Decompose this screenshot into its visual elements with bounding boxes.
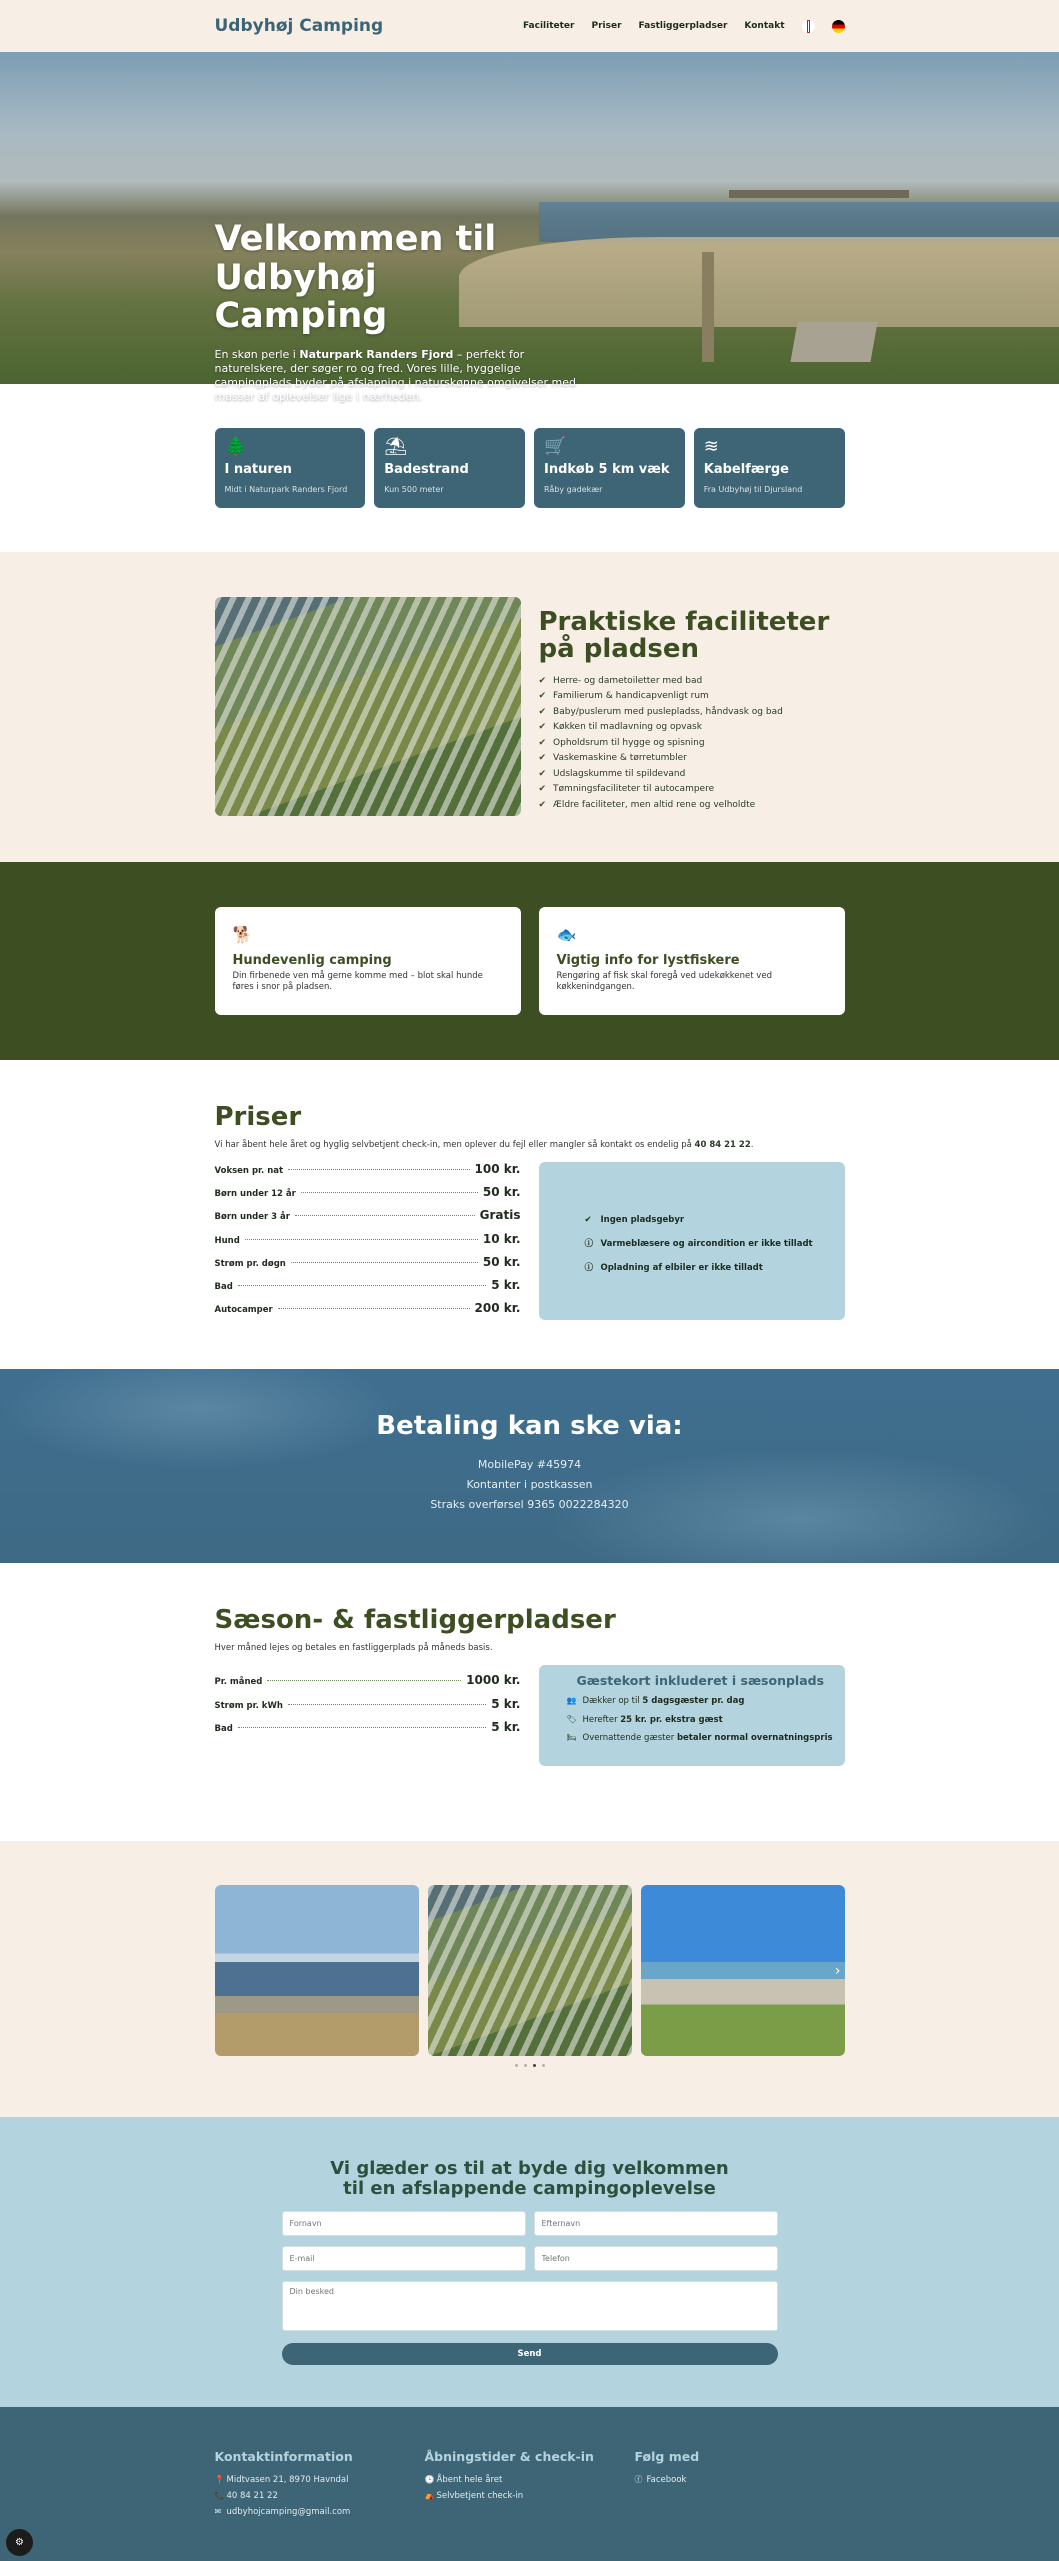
footer-email[interactable]: ✉ udbyhojcamping@gmail.com — [215, 2504, 425, 2520]
phone-icon: 📞 — [214, 2491, 225, 2500]
nav-kontakt[interactable]: Kontakt — [744, 21, 785, 31]
users-icon: 👥 — [566, 1696, 577, 1705]
email-input[interactable] — [282, 2246, 526, 2271]
footer-hours — [425, 2449, 635, 2520]
price-note: ⓘ Varmeblæsere og aircondition er ikke tilladt — [585, 1232, 845, 1256]
price-note: ⓘ Opladning af elbiler er ikke tilladt — [585, 1256, 845, 1280]
feature-card-nature — [215, 428, 366, 508]
facility-item: ✔ Familierum & handicapvenligt rum — [539, 689, 845, 705]
price-row: Voksen pr. nat 100 kr. — [214, 1162, 521, 1176]
feature-sub: Råby gadekær — [544, 485, 603, 494]
de-flag-icon[interactable] — [832, 20, 845, 33]
card-text: Rengøring af fisk skal foregå ved udekøkkenet ved køkkenindgangen. — [556, 971, 772, 992]
phone-input[interactable] — [534, 2246, 778, 2271]
footer-heading: Følg med — [634, 2449, 700, 2464]
price-row: Autocamper 200 kr. — [214, 1301, 521, 1316]
facility-item: ✔ Vaskemaskine & tørretumbler — [539, 751, 845, 767]
contact-section — [0, 2117, 1059, 2407]
payment-method: Straks overførsel 9365 0022284320 — [430, 1498, 629, 1511]
season-title: Sæson- & fastliggerpladser — [214, 1605, 616, 1635]
facility-item: ✔ Opholdsrum til hygge og spisning — [539, 736, 845, 752]
feature-card-shopping — [534, 428, 685, 508]
feature-title: Kabelfærge — [703, 462, 789, 477]
dog-icon: 🐕 — [232, 925, 253, 944]
guest-item: 🛏 Overnattende gæster betaler normal overnatningspris — [567, 1729, 845, 1748]
footer-social — [635, 2449, 845, 2520]
feature-title: I naturen — [224, 462, 292, 477]
card-title: Vigtig info for lystfiskere — [556, 953, 740, 968]
facebook-icon: ⓕ — [634, 2475, 643, 2484]
payment-method: MobilePay #45974 — [477, 1458, 582, 1471]
mail-icon: ✉ — [214, 2507, 222, 2516]
aerial-camp-photo — [428, 1885, 632, 2056]
main-nav — [523, 20, 845, 33]
facility-item: ✔ Ældre faciliteter, men altid rene og velholdte — [539, 798, 845, 814]
facilities-section — [0, 552, 1059, 862]
tag-icon: 🏷 — [566, 1714, 577, 1724]
carousel-dots — [215, 2064, 845, 2067]
hero-title: Velkommen til Udbyhøj Camping — [214, 219, 497, 336]
guest-item: 👥 Dækker op til 5 dagsgæster pr. dag — [567, 1692, 845, 1711]
price-list — [215, 1162, 521, 1324]
price-row: Bad 5 kr. — [214, 1720, 521, 1734]
uk-flag-icon[interactable] — [802, 20, 815, 33]
price-row: Strøm pr. døgn 50 kr. — [214, 1254, 521, 1269]
payment-method: Kontanter i postkassen — [466, 1478, 593, 1491]
info-icon: ⓘ — [584, 1239, 594, 1249]
footer-checkin: ⛺ Selvbetjent check-in — [425, 2488, 635, 2504]
guest-card-box — [539, 1665, 845, 1766]
guest-card-title: Gæstekort inkluderet i sæsonplads — [576, 1673, 825, 1688]
prices-title: Priser — [214, 1102, 302, 1132]
price-row: Børn under 3 år Gratis — [214, 1208, 521, 1223]
prices-subtitle: Vi har åbent hele året og hyglig selvbetjent check-in, men oplever du fejl eller mangler så kontakt os endelig på 40 84 21 22. — [214, 1140, 754, 1150]
footer-open: 🕒 Åbent hele året — [425, 2472, 635, 2488]
footer-heading: Åbningstider & check-in — [424, 2449, 594, 2464]
feature-card-ferry — [694, 428, 845, 508]
feature-sub: Fra Udbyhøj til Djursland — [703, 485, 803, 494]
footer-phone[interactable]: 📞 40 84 21 22 — [215, 2488, 425, 2504]
features-section — [0, 384, 1059, 552]
facility-item: ✔ Baby/puslerum med puslepladss, håndvask og bad — [539, 705, 845, 721]
water-icon: ≋ — [703, 436, 719, 457]
info-cards-section — [0, 862, 1059, 1060]
card-text: Din firbenede ven må gerne komme med – blot skal hunde føres i snor på pladsen. — [232, 971, 483, 992]
season-price-list — [215, 1665, 521, 1766]
price-row: Hund 10 kr. — [214, 1231, 521, 1246]
price-row: Pr. måned 1000 kr. — [214, 1673, 521, 1687]
prices-section — [0, 1060, 1059, 1369]
price-row: Børn under 12 år 50 kr. — [214, 1185, 521, 1200]
card-title: Hundevenlig camping — [232, 953, 392, 968]
tent-icon: ⛺ — [424, 2491, 435, 2500]
hero-text: En skøn perle i Naturpark Randers Fjord – perfekt for naturelskere, der søger ro og fred. Vores lille, hyggelige campingplads byder på afslapning i naturskønne omgivelser med masser af oplevelser lige i nærheden. — [214, 347, 576, 404]
nav-fastliggerpladser[interactable]: Fastliggerpladser — [638, 21, 728, 31]
info-icon: ⓘ — [584, 1263, 594, 1273]
check-icon: ✔ — [584, 1215, 592, 1225]
site-footer — [0, 2407, 1059, 2561]
footer-contact — [215, 2449, 425, 2520]
price-note: ✔ Ingen pladsgebyr — [585, 1208, 845, 1232]
beach-photo — [641, 1885, 845, 2056]
nav-priser[interactable]: Priser — [591, 21, 622, 31]
facility-item: ✔ Herre- og dametoiletter med bad — [539, 674, 845, 690]
facebook-link[interactable]: ⓕ Facebook — [635, 2472, 845, 2488]
tree-icon: 🌲 — [224, 436, 247, 457]
guest-item: 🏷 Herefter 25 kr. pr. ekstra gæst — [567, 1711, 845, 1730]
price-notes-box — [539, 1162, 845, 1320]
first-name-input[interactable] — [282, 2211, 526, 2236]
image-carousel[interactable] — [215, 1885, 845, 2056]
feature-title: Badestrand — [384, 462, 469, 477]
send-button[interactable]: Send — [282, 2343, 778, 2365]
campsite-aerial-image — [215, 597, 521, 816]
carousel-dot[interactable] — [542, 2064, 545, 2067]
season-subtitle: Hver måned lejes og betales en fastliggerplads på måneds basis. — [214, 1643, 493, 1653]
clock-icon: 🕒 — [424, 2475, 435, 2484]
last-name-input[interactable] — [534, 2211, 778, 2236]
feature-sub: Midt i Naturpark Randers Fjord — [224, 485, 348, 494]
dog-card — [215, 907, 521, 1015]
carousel-dot[interactable] — [524, 2064, 527, 2067]
fish-card — [539, 907, 845, 1015]
carousel-dot[interactable] — [515, 2064, 518, 2067]
bed-icon: 🛏 — [566, 1733, 577, 1742]
umbrella-beach-icon: ⛱ — [384, 436, 408, 457]
price-row: Bad 5 kr. — [214, 1277, 521, 1292]
contact-form — [282, 2211, 778, 2365]
facility-item: ✔ Tømningsfaciliteter til autocampere — [539, 782, 845, 798]
message-input[interactable] — [282, 2281, 778, 2331]
contact-title: Vi glæder os til at byde dig velkommen til en afslappende campingoplevelse — [330, 2158, 729, 2200]
price-row: Strøm pr. kWh 5 kr. — [214, 1696, 521, 1711]
payment-title: Betaling kan ske via: — [376, 1411, 683, 1441]
payment-section — [0, 1369, 1059, 1563]
carousel-dot-active[interactable] — [533, 2064, 536, 2067]
feature-title: Indkøb 5 km væk — [544, 462, 670, 477]
season-section — [0, 1563, 1059, 1841]
nav-faciliteter[interactable]: Faciliteter — [522, 21, 575, 31]
feature-card-beach — [374, 428, 525, 508]
footer-heading: Kontaktinformation — [214, 2449, 353, 2464]
gallery-section — [0, 1841, 1059, 2117]
site-logo[interactable]: Udbyhøj Camping — [214, 16, 384, 36]
facilities-title: Praktiske faciliteter på pladsen — [538, 607, 830, 665]
facility-item: ✔ Køkken til madlavning og opvask — [539, 720, 845, 736]
site-header — [0, 0, 1059, 52]
cookie-settings-icon[interactable]: ⚙ — [6, 2529, 33, 2556]
hero-section — [0, 52, 1059, 404]
cart-icon: 🛒 — [544, 436, 567, 457]
phone-link[interactable]: 40 84 21 22 — [694, 1140, 751, 1150]
footer-address: 📍 Midtvasen 21, 8970 Havndal — [215, 2472, 425, 2488]
facility-item: ✔ Udslagskumme til spildevand — [539, 767, 845, 783]
fish-icon: 🐟 — [556, 925, 577, 944]
ferry-photo — [215, 1885, 419, 2056]
pin-icon: 📍 — [214, 2475, 225, 2484]
facilities-list — [539, 674, 845, 814]
carousel-next-icon[interactable]: › — [834, 1963, 841, 1979]
feature-sub: Kun 500 meter — [384, 485, 444, 494]
